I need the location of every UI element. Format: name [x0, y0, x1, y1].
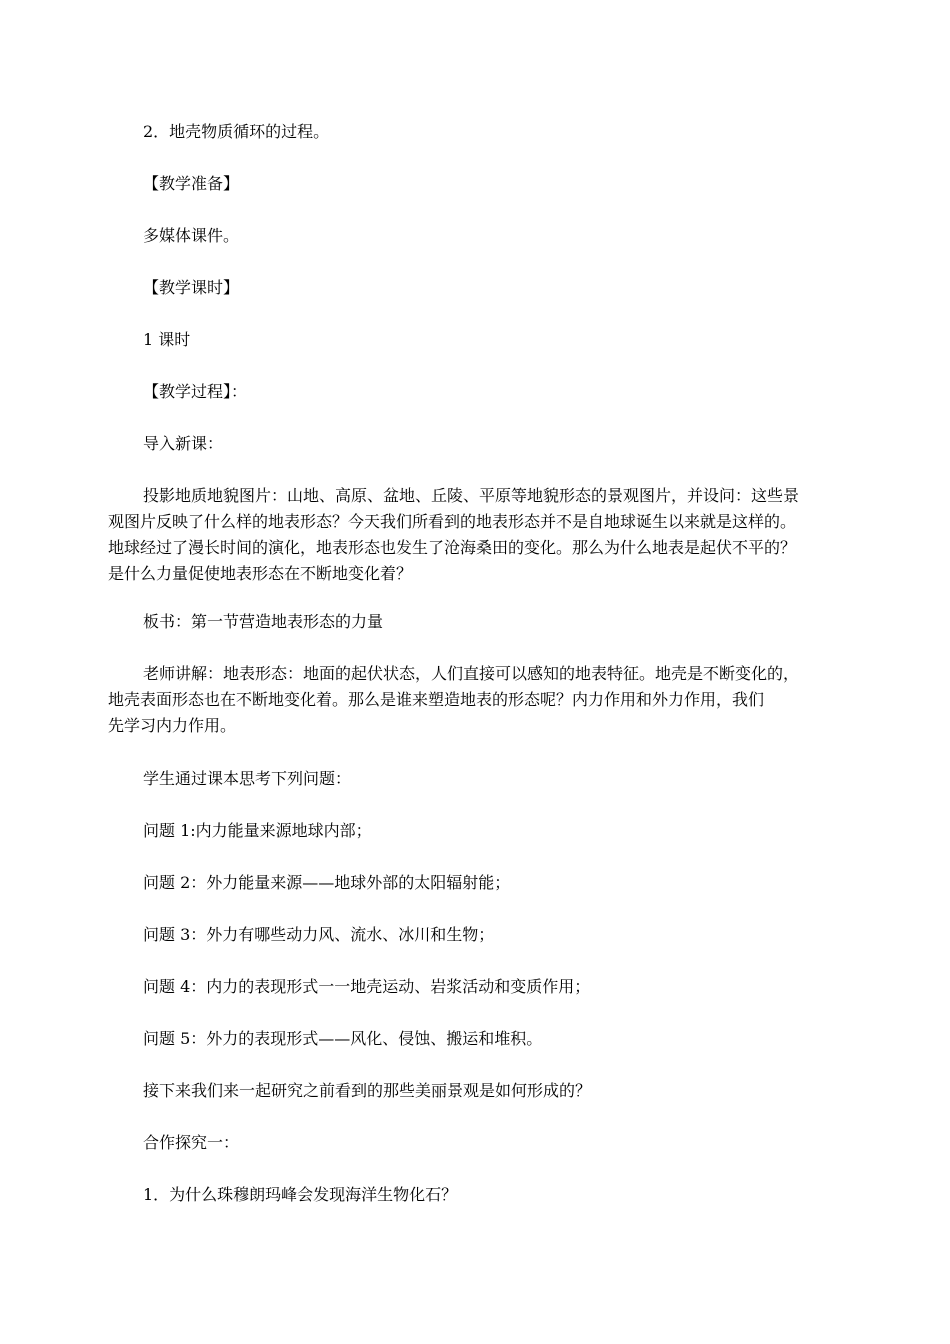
text-line-multimedia: 多媒体课件。	[143, 226, 240, 245]
intro-paragraph-line: 是什么力量促使地表形态在不断地变化着？	[108, 564, 413, 583]
teacher-paragraph-line: 地壳表面形态也在不断地变化着。那么是谁来塑造地表的形态呢？内力作用和外力作用，我们	[108, 690, 765, 709]
teacher-paragraph-line: 先学习内力作用。	[108, 716, 237, 735]
board-writing: 板书：第一节营造地表形态的力量	[143, 612, 384, 631]
question-item: 问题 1:内力能量来源地球内部；	[143, 821, 372, 840]
intro-paragraph-line: 观图片反映了什么样的地表形态？今天我们所看到的地表形态并不是自地球诞生以来就是这样的。	[108, 512, 797, 531]
question-item: 问题 5：外力的表现形式——风化、侵蚀、搬运和堆积。	[143, 1029, 543, 1048]
teacher-paragraph	[108, 661, 848, 739]
heading-teaching-preparation: 【教学准备】	[143, 174, 240, 193]
intro-paragraph	[108, 483, 848, 587]
questions-intro: 学生通过课本思考下列问题：	[143, 769, 352, 788]
teacher-paragraph-line: 老师讲解：地表形态：地面的起伏状态，人们直接可以感知的地表特征。地壳是不断变化的，	[143, 664, 800, 683]
intro-paragraph-line: 地球经过了漫长时间的演化，地表形态也发生了沧海桑田的变化。那么为什么地表是起伏不平的？	[108, 538, 797, 557]
next-line: 接下来我们来一起研究之前看到的那些美丽景观是如何形成的？	[143, 1081, 592, 1100]
question-item: 问题 4：内力的表现形式一一地壳运动、岩浆活动和变质作用；	[143, 977, 591, 996]
question-item: 问题 3：外力有哪些动力风、流水、冰川和生物；	[143, 925, 495, 944]
heading-teaching-hours: 【教学课时】	[143, 278, 240, 297]
text-line-one-hour: 1 课时	[143, 330, 191, 349]
heading-teaching-process: 【教学过程】：	[143, 382, 248, 401]
inquiry-item: 1．为什么珠穆朗玛峰会发现海洋生物化石？	[143, 1185, 458, 1204]
question-item: 问题 2：外力能量来源——地球外部的太阳辐射能；	[143, 873, 511, 892]
intro-paragraph-line: 投影地质地貌图片：山地、高原、盆地、丘陵、平原等地貌形态的景观图片，并设问：这些景	[143, 486, 800, 505]
inquiry-title: 合作探究一：	[143, 1133, 240, 1152]
text-line-material-cycle: 2．地壳物质循环的过程。	[143, 122, 330, 141]
text-line-lead-in: 导入新课：	[143, 434, 224, 453]
